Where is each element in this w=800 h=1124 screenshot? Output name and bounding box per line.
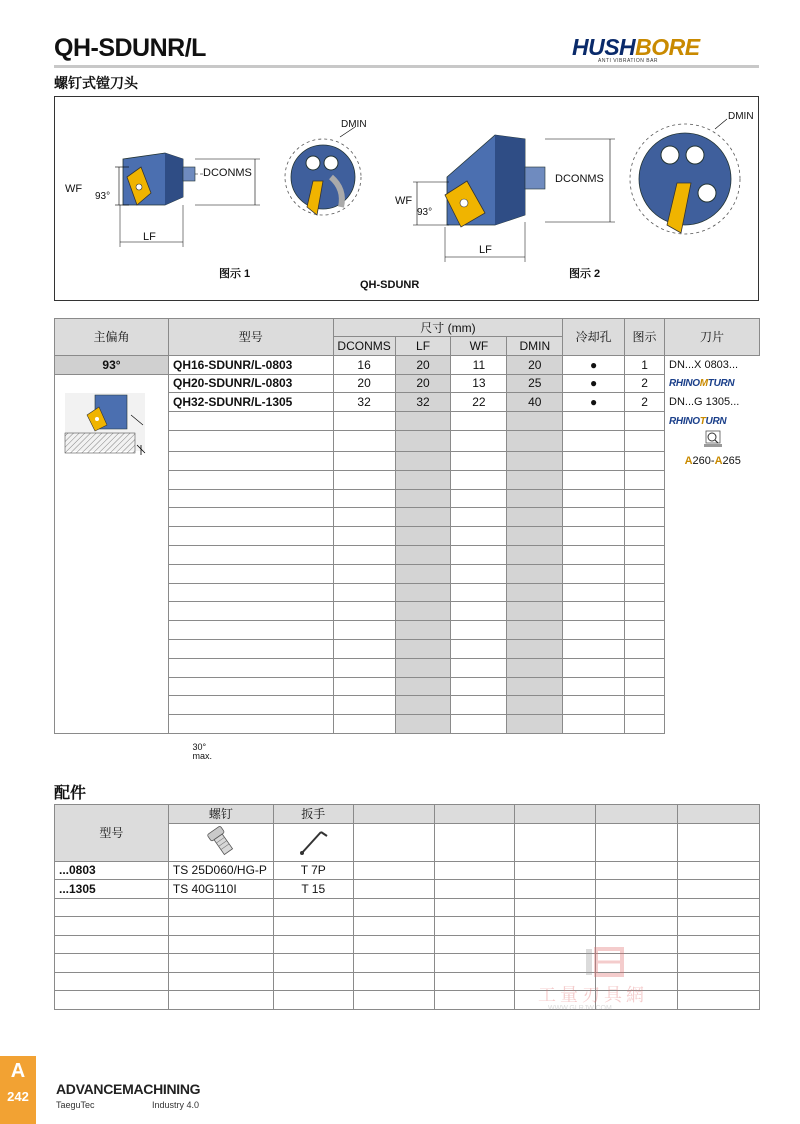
lf-cell: 20 bbox=[395, 374, 451, 393]
tool-diagram-panel bbox=[54, 96, 759, 301]
label-wf-1: WF bbox=[65, 183, 83, 195]
insert-line-1: DN...X 0803... bbox=[669, 358, 739, 371]
page-reference[interactable] bbox=[665, 451, 760, 470]
section-letter: A bbox=[10, 1060, 26, 1082]
brand-word-hush: HUSH bbox=[572, 34, 636, 60]
figure-1-end-view bbox=[285, 127, 361, 215]
acc-header-screw: 螺钉 bbox=[168, 805, 273, 824]
page-subtitle: 螺钉式镗刀头 bbox=[54, 75, 138, 91]
insert-grade-1 bbox=[665, 374, 760, 393]
dconms-cell: 32 bbox=[333, 393, 395, 412]
page-ref-letter: A bbox=[714, 454, 723, 467]
page-ref-start: 260- bbox=[692, 454, 715, 467]
angle-note bbox=[193, 743, 213, 761]
logo-main-text: ADVANCEMACHINING bbox=[56, 1081, 201, 1097]
wf-cell: 11 bbox=[451, 355, 507, 374]
figure-1-caption: 图示 1 bbox=[219, 268, 251, 280]
brand-subtitle: ANTI VIBRATION BAR bbox=[598, 58, 659, 64]
acc-model-cell: ...0803 bbox=[55, 861, 169, 880]
insert-line-3: DN...G 1305... bbox=[669, 396, 740, 409]
diagram-main-caption: QH-SDUNR bbox=[360, 279, 420, 291]
page-title: QH-SDUNR/L bbox=[54, 34, 206, 62]
figure-cell: 2 bbox=[625, 393, 665, 412]
figure-2-end-view bbox=[630, 119, 740, 234]
label-wf-2: WF bbox=[395, 195, 413, 207]
header-dmin: DMIN bbox=[507, 337, 563, 356]
dmin-cell: 20 bbox=[507, 355, 563, 374]
acc-header-wrench: 扳手 bbox=[273, 805, 353, 824]
figure-2-side-view bbox=[413, 135, 615, 262]
angle-value: 93° bbox=[55, 355, 169, 374]
brand-word-bore: BORE bbox=[635, 34, 700, 60]
label-angle-2: 93° bbox=[417, 207, 433, 218]
header-insert: 刀片 bbox=[665, 319, 760, 356]
acc-screw-cell: TS 40G110I bbox=[168, 880, 273, 899]
label-dmin-1: DMIN bbox=[341, 119, 367, 130]
wrench-image-cell bbox=[273, 823, 353, 861]
screw-icon bbox=[201, 824, 241, 858]
header-dconms: DCONMS bbox=[333, 337, 395, 356]
label-angle-1: 93° bbox=[95, 191, 111, 202]
lf-cell: 32 bbox=[395, 393, 451, 412]
header-figure: 图示 bbox=[625, 319, 665, 356]
label-dmin-2: DMIN bbox=[728, 111, 754, 122]
angle-illustration bbox=[55, 389, 167, 469]
model-cell: QH20-SDUNR/L-0803 bbox=[168, 374, 333, 393]
header-angle: 主偏角 bbox=[55, 319, 169, 356]
advance-machining-logo bbox=[56, 1081, 216, 1111]
screw-image-cell bbox=[168, 823, 273, 861]
page-ref-letter: A bbox=[684, 454, 693, 467]
dconms-cell: 16 bbox=[333, 355, 395, 374]
acc-model-cell: ...1305 bbox=[55, 880, 169, 899]
coolant-cell: ● bbox=[563, 393, 625, 412]
model-cell: QH16-SDUNR/L-0803 bbox=[168, 355, 333, 374]
acc-wrench-cell: T 7P bbox=[273, 861, 353, 880]
coolant-cell: ● bbox=[563, 374, 625, 393]
wrench-icon bbox=[293, 824, 333, 858]
angle-note-degrees: 30° bbox=[192, 741, 207, 752]
rhino-word: RHINO bbox=[669, 416, 700, 428]
model-cell: QH32-SDUNR/L-1305 bbox=[168, 393, 333, 412]
dmin-cell: 40 bbox=[507, 393, 563, 412]
label-lf-2: LF bbox=[479, 244, 492, 256]
watermark-text: 工量刃具網 bbox=[538, 985, 648, 1005]
wf-cell: 22 bbox=[451, 393, 507, 412]
page-number: 242 bbox=[7, 1089, 29, 1104]
rhino-t-letter: T bbox=[699, 416, 706, 428]
header-wf: WF bbox=[451, 337, 507, 356]
wf-cell: 13 bbox=[451, 374, 507, 393]
acc-header-model: 型号 bbox=[55, 805, 169, 862]
acc-wrench-cell: T 15 bbox=[273, 880, 353, 899]
figure-cell: 2 bbox=[625, 374, 665, 393]
insert-grade-2 bbox=[665, 412, 760, 431]
rhino-mturn-logo bbox=[669, 378, 734, 389]
page-section-tab bbox=[0, 1056, 36, 1124]
header-model: 型号 bbox=[168, 319, 333, 356]
label-lf-1: LF bbox=[143, 231, 156, 243]
rhino-m-letter: M bbox=[699, 378, 708, 390]
header-lf: LF bbox=[395, 337, 451, 356]
acc-screw-cell: TS 25D060/HG-P bbox=[168, 861, 273, 880]
header-dimensions: 尺寸 (mm) bbox=[333, 319, 563, 337]
brand-wordmark bbox=[572, 34, 700, 61]
label-dconms-1: DCONMS bbox=[203, 167, 252, 179]
rhino-turn-logo bbox=[669, 416, 726, 427]
page-ref-end: 265 bbox=[722, 454, 741, 467]
lf-cell: 20 bbox=[395, 355, 451, 374]
angle-note-max: max. bbox=[192, 750, 213, 761]
product-table bbox=[54, 318, 760, 761]
rhino-word: RHINO bbox=[669, 378, 700, 390]
logo-left-text: TaeguTec bbox=[56, 1100, 95, 1110]
rhino-urn-word: URN bbox=[705, 416, 727, 428]
figure-cell: 1 bbox=[625, 355, 665, 374]
rhino-turn-word: TURN bbox=[707, 378, 735, 390]
accessories-title: 配件 bbox=[54, 785, 87, 802]
search-icon[interactable] bbox=[702, 430, 724, 448]
logo-right-text: Industry 4.0 bbox=[152, 1100, 200, 1110]
figure-2-caption: 图示 2 bbox=[569, 268, 601, 280]
dmin-cell: 25 bbox=[507, 374, 563, 393]
dconms-cell: 20 bbox=[333, 374, 395, 393]
watermark-url: WWW.GLRJW.COM bbox=[548, 1005, 612, 1012]
label-dconms-2: DCONMS bbox=[555, 173, 604, 185]
hushbore-logo bbox=[572, 34, 762, 68]
header-coolant: 冷却孔 bbox=[563, 319, 625, 356]
coolant-cell: ● bbox=[563, 355, 625, 374]
watermark bbox=[538, 945, 678, 1015]
search-icon-cell bbox=[665, 430, 760, 451]
watermark-logo-icon bbox=[580, 945, 630, 979]
angle-illustration-cell bbox=[55, 374, 213, 761]
